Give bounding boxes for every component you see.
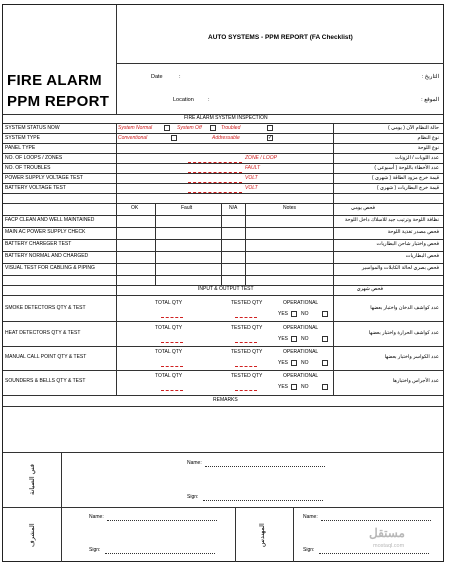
row-label: NO. OF LOOPS / ZONES [5,155,63,161]
yes-label: YES [278,360,289,366]
tech-sign-field[interactable] [203,500,323,501]
col-total-qty: TOTAL QTY [155,373,183,379]
check-row-label-ar: نظافة اللوحة وترتيب جيد للاسلاك داخل اللوحة [344,217,439,223]
row-label: BATTERY VOLTAGE TEST [5,185,66,191]
yes-label: YES [278,336,289,342]
io-row-label-ar: عدد كواشف الدخان واختبار بعضها [370,305,439,311]
tech-sign-label: Sign: [187,494,199,500]
col-operational: OPERATIONAL [283,349,319,355]
type-addressable-checkbox[interactable]: ✓ [268,135,273,141]
col-total-qty: TOTAL QTY [155,300,183,306]
yes-label: YES [278,311,289,317]
header-divider [116,5,117,114]
col-fault: Fault [181,205,193,211]
unit-zone: ZONE / LOOP [245,155,277,161]
col-total-qty: TOTAL QTY [155,349,183,355]
row-label-ar: قيمة خرج البطاريات ( شهري ) [376,185,439,191]
engineer-sign-field[interactable] [319,553,429,554]
status-troubled-checkbox[interactable] [267,125,273,131]
title-line2: PPM REPORT [7,93,110,110]
row-label: SYSTEM TYPE [5,135,40,141]
row-label-ar: قيمة خرج مزود الطاقة ( شهري ) [371,175,439,181]
watermark-en: mostaql.com [373,543,405,549]
location-label-ar: الموقع : [421,97,439,103]
supervisor-sign-field[interactable] [105,553,215,554]
check-row-label: FACP CLEAN AND WELL MAINTAINED [5,217,95,223]
row-label-ar: نوع النظام [417,135,439,141]
io-row-label: MANUAL CALL POINT QTY & TEST [5,354,87,360]
unit-fault: FAULT [245,165,261,171]
row-label: POWER SUPPLY VOLTAGE TEST [5,175,83,181]
col-tested-qty: TESTED QTY [231,349,263,355]
col-tested-qty: TESTED QTY [231,373,263,379]
date-label: Date [151,74,163,80]
col-operational: OPERATIONAL [283,300,319,306]
yes-label: YES [278,384,289,390]
technician-label-ar: فني الصيانة [29,464,36,495]
remarks-area[interactable] [7,409,439,449]
no-label: NO [301,311,309,317]
yes-checkbox[interactable] [291,311,297,317]
report-title: AUTO SYSTEMS - PPM REPORT (FA Checklist) [208,34,353,41]
row-label-ar: عدد الأخطاء باللوحة ( أسبوعي ) [374,165,439,171]
no-label: NO [301,360,309,366]
io-row-label-ar: عدد الكواسر واختبار بعضها [384,354,439,360]
no-label: NO [301,384,309,390]
col-na: N/A [229,205,238,211]
yes-checkbox[interactable] [291,336,297,342]
no-checkbox[interactable] [322,360,328,366]
status-troubled-label: Troubled [221,125,241,131]
check-row-label: BATTERY NORMAL AND CHARGED [5,253,89,259]
engineer-label-ar: المهندس [259,523,266,547]
io-row-label-ar: عدد الأجراس واختبارها [392,378,439,384]
row-label: SYSTEM STATUS NOW [5,125,60,131]
engineer-name-label: Name: [303,514,318,520]
col-tested-qty: TESTED QTY [231,325,263,331]
inspection-heading: FIRE ALARM SYSTEM INSPECTION [184,115,268,121]
type-conventional-label: Conventional [118,135,148,141]
engineer-name-field[interactable] [321,520,431,521]
row-label: NO. OF TROUBLES [5,165,51,171]
col-tested-qty: TESTED QTY [231,300,263,306]
supervisor-name-field[interactable] [107,520,217,521]
yes-checkbox[interactable] [291,360,297,366]
row-label-ar: عدد اللوبات / الزونات [395,155,439,161]
status-off-checkbox[interactable] [210,125,216,131]
row-label-ar: حالة النظام الآن ( يومي ) [388,125,439,131]
remarks-heading: REMARKS [213,397,238,403]
io-row-label-ar: عدد كواشف الحرارة واختبار بعضها [368,330,439,336]
status-normal-label: System Normal [118,125,153,131]
engineer-sign-label: Sign: [303,547,315,553]
status-normal-checkbox[interactable] [164,125,170,131]
date-colon: : [179,74,181,80]
yes-checkbox[interactable] [291,384,297,390]
io-row-label: SMOKE DETECTORS QTY & TEST [5,305,86,311]
check-row-label-ar: فحص مصدر تغذية اللوحة [387,229,439,235]
tech-name-label: Name: [187,460,202,466]
check-row-label: VISUAL TEST FOR CABLING & PIPING [5,265,95,271]
check-row-label-ar: فحص واختبار شاحن البطاريات [376,241,439,247]
status-off-label: System Off [177,125,202,131]
supervisor-name-label: Name: [89,514,104,520]
no-checkbox[interactable] [322,311,328,317]
check-row-label: MAIN AC POWER SUPPLY CHECK [5,229,86,235]
check-row-label-ar: فحص البطاريات [405,253,439,259]
tech-name-field[interactable] [205,466,325,467]
col-notes: Notes [283,205,297,211]
io-row-label: SOUNDERS & BELLS QTY & TEST [5,378,86,384]
io-row-label: HEAT DETECTORS QTY & TEST [5,330,81,336]
check-row-label: BATTERY CHAREGER TEST [5,241,72,247]
supervisor-label-ar: المشرف [29,523,36,547]
check-row-label-ar: فحص بصري لحالة الكابلات والمواسير [361,265,439,271]
location-label: Location [173,97,194,103]
unit-volt-psu: VOLT [245,175,258,181]
row-label-ar: نوع اللوحة [417,145,439,151]
col-daily-ar: فحص يومي [351,205,375,211]
no-label: NO [301,336,309,342]
no-checkbox[interactable] [322,384,328,390]
type-conventional-checkbox[interactable] [171,135,177,141]
col-operational: OPERATIONAL [283,373,319,379]
no-checkbox[interactable] [322,336,328,342]
col-total-qty: TOTAL QTY [155,325,183,331]
col-operational: OPERATIONAL [283,325,319,331]
io-heading-ar: فحص شهري [356,286,383,292]
title-line1: FIRE ALARM [7,72,102,89]
unit-volt-battery: VOLT [245,185,258,191]
location-colon: : [208,97,210,103]
header-split [116,63,444,64]
col-ok: OK [131,205,139,211]
supervisor-sign-label: Sign: [89,547,101,553]
type-addressable-label: Addressable [212,135,240,141]
ppm-form [2,4,444,562]
io-heading: INPUT & OUTPUT TEST [198,286,254,292]
row-label: PANEL TYPE [5,145,36,151]
watermark-ar: مستقل [369,526,405,540]
date-label-ar: التاريخ : [421,74,439,80]
